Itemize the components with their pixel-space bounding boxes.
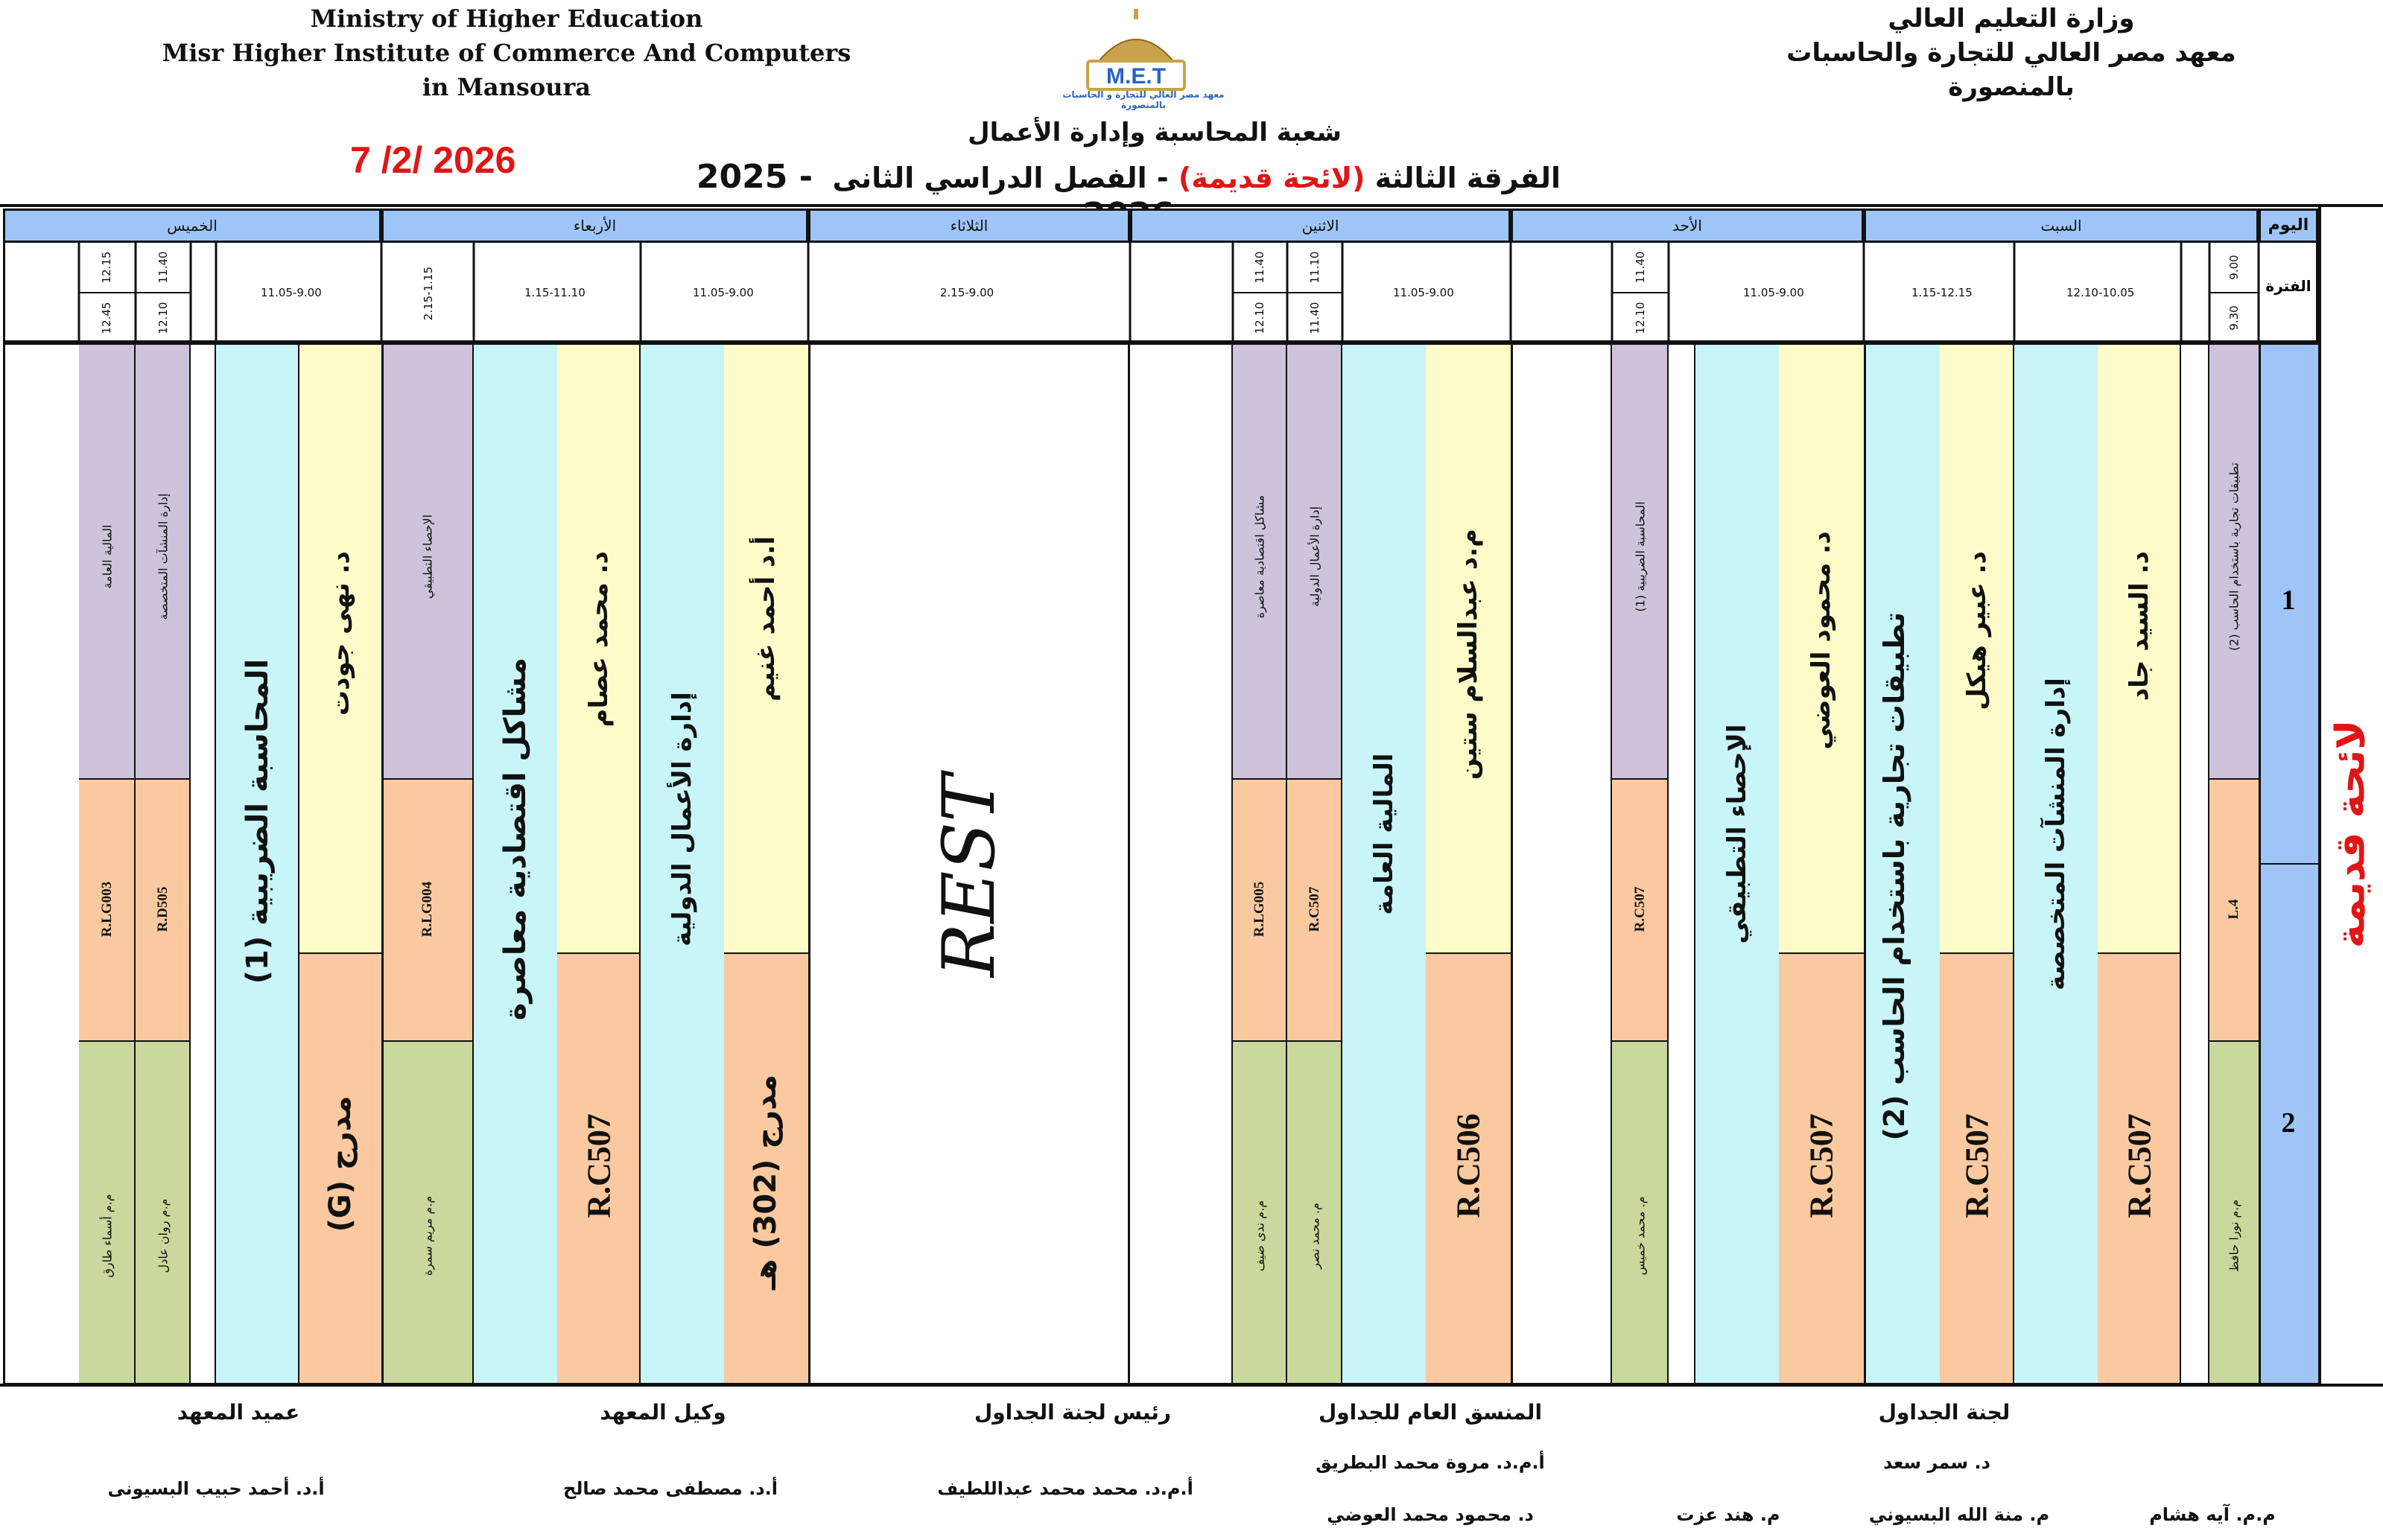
period-sun-a-top: 11.40 [1634, 251, 1647, 284]
thu-sec2-ta: م.م روان عادل [156, 1198, 171, 1273]
sun-sec-ta: م. محمد خميس [1633, 1196, 1648, 1276]
thu-sec2-course: إدارة المنشآت المتخصصة [156, 493, 171, 620]
period-wed-b: 1.15-11.10 [524, 286, 586, 299]
period-label: الفترة [2265, 277, 2311, 295]
logo-text: M.E.T [1106, 64, 1166, 89]
side-label: لائحة قديمة [2326, 719, 2374, 949]
academic-year: 2025 - [696, 158, 813, 196]
sun-sec-course: المحاسبة الضريبية (1) [1633, 501, 1648, 612]
period-sun-b: 11.05-9.00 [1743, 286, 1804, 299]
term-suffix: - الفصل الدراسي الثانى [832, 162, 1169, 194]
period-thu-a-top: 12.15 [100, 251, 113, 284]
period-sun-a-bot: 12.10 [1634, 302, 1647, 334]
coordinator-name1: أ.م.د. مروة محمد البطريق [1316, 1452, 1545, 1473]
sun-c1-room: R.C507 [1803, 1113, 1840, 1218]
mon-sec1-ta: م.م ندى ضيف [1252, 1200, 1267, 1272]
thu-sec1-course: المالية العامة [100, 524, 115, 589]
mon-sec2-course: إدارة الأعمال الدولية [1307, 506, 1322, 607]
institute-ar: معهد مصر العالي للتجارة والحاسبات [1786, 38, 2236, 68]
committee-name4: م. هند عزت [1676, 1504, 1780, 1525]
tue-rest: REST [927, 774, 1011, 978]
period-sat-b: 12.10-10.05 [2066, 286, 2135, 299]
mon-gap [1130, 345, 1233, 1383]
period-thu-c: 11.05-9.00 [261, 286, 322, 299]
dean-name: أ.د. أحمد حبيب البسيونى [107, 1478, 325, 1499]
group-2: 2 [2281, 1107, 2296, 1139]
city-ar: بالمنصورة [1948, 72, 2075, 102]
day-header-mon: الاثنين [1130, 209, 1511, 243]
day-header-sun: الأحد [1511, 209, 1864, 243]
period-wed-c: 11.05-9.00 [693, 286, 754, 299]
logo-caption: معهد مصر العالي للتجارة و الحاسبات بالمنصورة [1062, 89, 1225, 110]
sat-c1-doctor: د. السيد جاد [2125, 551, 2154, 701]
wed-c1-doctor: د. محمد عصام [584, 551, 614, 728]
day-label: اليوم [2259, 209, 2318, 243]
coordinator-name2: د. محمود محمد العوضي [1327, 1504, 1534, 1525]
period-sat-a-bot: 9.30 [2227, 305, 2241, 331]
city-en: in Mansoura [422, 73, 591, 101]
chair-name: أ.م.د. محمد محمد عبداللطيف [937, 1478, 1193, 1499]
sat-lab-course: تطبيقات تجارية باستخدام الحاسب (2) [2227, 462, 2241, 651]
period-mon-b-bot: 11.40 [1308, 302, 1321, 334]
sat-c1-course: إدارة المنشآت المتخصصة [2041, 678, 2071, 990]
sun-c1-course: الإحصاء التطبيقي [1722, 724, 1752, 944]
period-thu-b-top: 11.40 [156, 251, 170, 284]
period-separators [0, 243, 2383, 343]
period-mon-a-bot: 12.10 [1253, 302, 1266, 334]
committee-title: لجنة الجداول [1878, 1400, 2011, 1425]
mon-sec1-course: مشاكل اقتصادية معاصرة [1252, 494, 1267, 619]
period-thu-b-bot: 12.10 [156, 302, 170, 334]
period-mon-b-top: 11.10 [1308, 251, 1321, 284]
period-thu-a-bot: 12.45 [100, 302, 113, 334]
ministry-en: Ministry of Higher Education [310, 4, 703, 33]
sat-c2-room: R.C507 [1958, 1113, 1996, 1218]
period-sat-c: 1.15-12.15 [1911, 286, 1973, 299]
ministry-ar: وزارة التعليم العالي [1888, 4, 2135, 34]
committee-name2: م.م. آيه هشام [2149, 1504, 2276, 1525]
group-1: 1 [2281, 585, 2296, 616]
sun-gap [1511, 345, 1612, 1383]
sat-c2-course: تطبيقات تجارية باستخدام الحاسب (2) [1878, 612, 1911, 1141]
thu-sec1-room: R.LG003 [99, 881, 115, 938]
vice-dean-name: أ.د. مصطفى محمد صالح [563, 1478, 778, 1499]
period-mon-a-top: 11.40 [1253, 251, 1266, 284]
period-tue: 2.15-9.00 [940, 286, 994, 299]
wed-c2-course: إدارة الأعمال الدولية [667, 692, 697, 946]
thu-c1-doctor: د. نهى جودت [326, 551, 355, 716]
header-ar [1713, 1, 2309, 104]
wed-c2-room: مدرج (302) هـ [749, 1075, 783, 1291]
period-mon-c: 11.05-9.00 [1393, 286, 1454, 299]
wed-c1-room: R.C507 [580, 1113, 618, 1218]
thu-gap [191, 345, 216, 1383]
vice-dean-title: وكيل المعهد [600, 1400, 726, 1425]
thu-sec1-ta: م.م أسماء طارق [100, 1194, 115, 1278]
coordinator-title: المنسق العام للجداول [1318, 1400, 1543, 1425]
department-title: شعبة المحاسبة وإدارة الأعمال [968, 118, 1342, 147]
mon-c1-course: المالية العامة [1369, 753, 1399, 915]
sun-gap2 [1669, 345, 1695, 1383]
sun-c1-doctor: د. محمود العوضي [1806, 531, 1836, 750]
sat-c2-doctor: د. عبير هيكل [1962, 551, 1992, 710]
mon-c1-doctor: م.د عبدالسلام ستين [1453, 529, 1483, 780]
wed-c1-course: مشاكل اقتصادية معاصرة [498, 658, 533, 1021]
period-wed-a: 2.15-1.15 [422, 267, 435, 321]
sun-sec-room: R.C507 [1632, 886, 1648, 932]
header-en [134, 1, 879, 104]
wed-sec-ta: م.م مريم سمرة [420, 1195, 435, 1276]
institute-logo [1043, 6, 1244, 110]
sat-gap [2181, 345, 2209, 1383]
mon-sec2-room: R.C507 [1307, 886, 1322, 932]
wed-c2-doctor: أ.د أحمد غنيم [751, 536, 781, 701]
mon-c1-room: R.C506 [1450, 1113, 1487, 1218]
term-prefix: الفرقة الثالثة [1374, 162, 1561, 194]
committee-name1: د. سمر سعد [1883, 1452, 1990, 1473]
wed-sec-room: R.LG004 [419, 881, 435, 938]
thu-c1-course: المحاسبة الضريبية (1) [241, 658, 275, 984]
chair-title: رئيس لجنة الجداول [974, 1400, 1171, 1425]
thu-c1-room: مدرج (G) [323, 1095, 358, 1232]
day-header-thu: الخميس [3, 209, 381, 243]
mon-sec2-ta: م. محمد نصر [1307, 1203, 1322, 1269]
sat-lab-ta: م.م نورا حافظ [2227, 1199, 2241, 1273]
term-red: (لائحة قديمة) [1178, 162, 1365, 194]
sat-lab-room: L.4 [2226, 899, 2241, 920]
institute-en: Misr Higher Institute of Commerce And Computers [162, 39, 851, 67]
day-header-sat: السبت [1864, 209, 2259, 243]
committee-name3: م. منة الله البسيوني [1868, 1504, 2050, 1525]
dean-title: عميد المعهد [177, 1400, 300, 1425]
thu-sec2-room: R.D505 [155, 886, 171, 932]
day-header-tue: الثلاثاء [808, 209, 1130, 243]
wed-sec-course: الإحصاء التطبيقي [420, 514, 435, 599]
period-sat-a-top: 9.00 [2227, 255, 2241, 280]
date: 7 /2/ 2026 [350, 139, 516, 181]
day-header-wed: الأربعاء [381, 209, 808, 243]
sat-c1-room: R.C507 [2121, 1113, 2158, 1218]
mon-sec1-room: R.LG005 [1251, 881, 1267, 938]
